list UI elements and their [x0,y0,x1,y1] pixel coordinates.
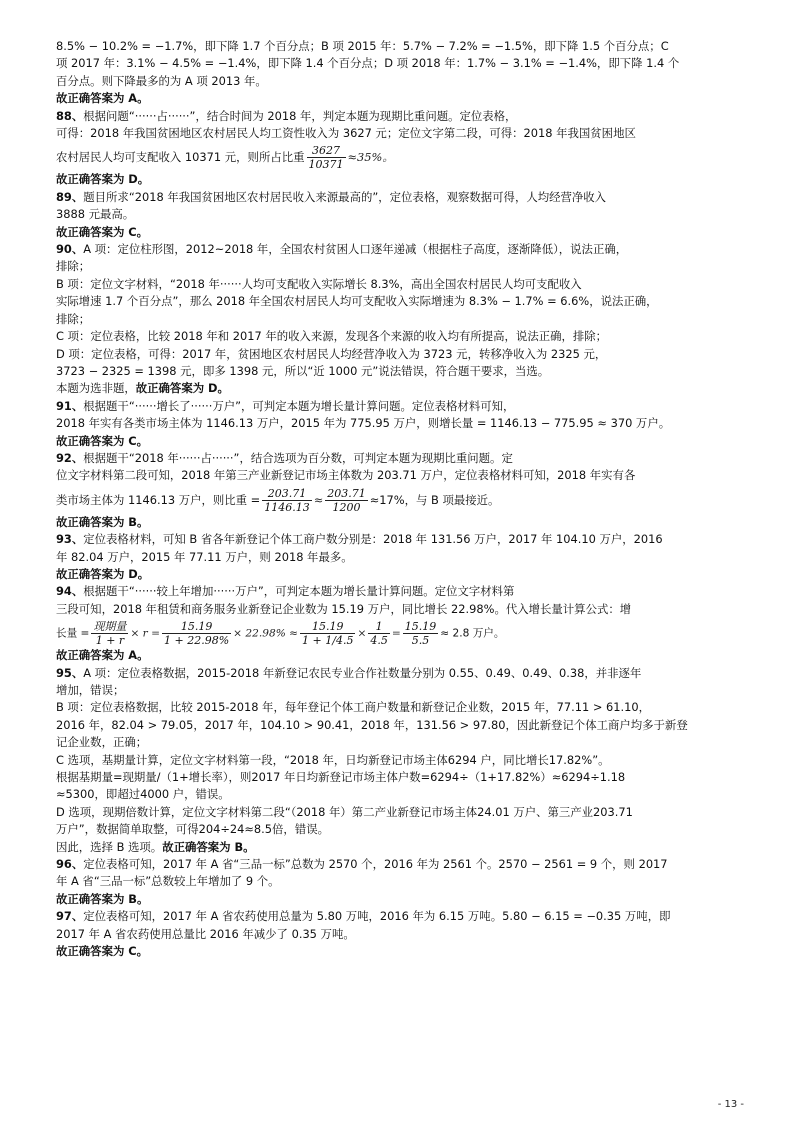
q94-fraction-2 [162,620,231,647]
q90-selection: 本题为选非题， [56,381,136,396]
formula-text: × [357,627,367,640]
q94-fraction-5 [403,620,439,647]
q90-line-a1 [56,241,746,258]
answer-88: 故正确答案为 D。 [56,172,150,187]
q94-number: 94、 [56,584,84,599]
q89-number: 89、 [56,189,84,204]
q92-fraction-1 [262,487,312,514]
formula-text: = [391,627,401,640]
q91-line2: 2018 年实有各类市场主体为 1146.13 万户，2015 年为 775.95 万户，则增长量 = 1146.13 − 775.95 ≈ 370 万户。 [56,416,671,431]
q93-line1 [56,531,746,548]
q90-number: 90、 [56,242,84,257]
fraction-denominator: 1 + 22.98% [164,634,230,648]
fraction-denominator: 5.5 [411,634,430,648]
q90-text: A 项：定位柱形图，2012~2018 年，全国农村贫困人口逐年递减（根据柱子高度，逐渐降低），说法正确， [83,242,628,257]
q93-line2: 年 82.04 万户，2015 年 77.11 万户，则 2018 年最多。 [56,549,353,564]
fraction-numerator: 1 [368,620,390,634]
q92-fraction-2 [325,487,368,514]
answer-92: 故正确答案为 B。 [56,514,149,529]
formula-text: × r = [130,627,160,640]
q95-line-b1: B 项：定位表格数据，比较 2015-2018 年，每年登记个体工商户数量和新登记企业数，2015 年，77.11 > 61.10， [56,700,651,715]
answer-87: 故正确答案为 A。 [56,91,149,106]
q96-text: 定位表格可知，2017 年 A 省“三品一标”总数为 2570 个，2016 年为 2561 个。2570 − 2561 = 9 个，则 2017 [83,857,668,872]
answer-95: 故正确答案为 B。 [162,839,255,854]
q94-text: 根据题干“······较上年增加······万户”，可判定本题为增长量计算问题。定位文字材料第 [83,584,515,599]
q90-conclusion [56,380,746,397]
q95-line-b3: 记企业数，正确； [56,735,148,750]
answer-94: 故正确答案为 A。 [56,648,149,663]
fraction-numerator: 现期量 [93,620,127,634]
q95-line-c3: ≈5300，即超过4000 户，错误。 [56,787,230,802]
q90-line-b2: 实际增速 1.7 个百分点”，那么 2018 年全国农村居民人均可支配收入实际增速为 8.3% − 1.7% = 6.6%，说法正确， [56,294,658,309]
q95-number: 95、 [56,665,84,680]
q89-text: 题目所求“2018 年我国贫困地区农村居民收入来源最高的”，定位表格，观察数据可得，人均经营净收入 [83,189,607,204]
q88-number: 88、 [56,108,84,123]
q91-number: 91、 [56,398,84,413]
q95-line-c1: C 选项，基期量计算，定位文字材料第一段，“2018 年，日均新登记市场主体6294 户，同比增长17.82%”。 [56,752,610,767]
fraction-numerator: 3627 [307,144,346,158]
q94-fraction-3 [300,620,355,647]
approx-sign: ≈ [313,492,324,507]
q88-fraction [307,144,346,171]
q92-text: 类市场主体为 1146.13 万户，则比重 = [56,492,261,507]
q92-line3 [56,487,746,514]
q95-conclusion [56,839,746,856]
q97-line2: 2017 年 A 省农药使用总量比 2016 年减少了 0.35 万吨。 [56,926,355,941]
answer-96: 故正确答案为 B。 [56,891,149,906]
q88-line3 [56,144,746,171]
document-body [56,38,746,961]
fraction-numerator: 15.19 [300,620,355,634]
q94-line1 [56,583,746,600]
text-line: 项 2017 年：3.1% − 4.5% = −1.4%，即下降 1.4 个百分点；D 项 2018 年：1.7% − 3.1% = −1.4%，即下降 1.4 个 [56,56,680,71]
q95-line-a1 [56,665,746,682]
page-number: - 13 - [717,1099,744,1110]
q95-text: A 项：定位表格数据，2015-2018 年新登记农民专业合作社数量分别为 0.55、0.49、0.49、0.38，并非逐年 [83,665,642,680]
q91-line1 [56,398,746,415]
answer-97: 故正确答案为 C。 [56,944,149,959]
formula-text: 长量 = [56,627,90,640]
q97-number: 97、 [56,909,84,924]
q90-line-b3: 排除； [56,311,91,326]
answer-91: 故正确答案为 C。 [56,433,149,448]
q91-text: 根据题干“······增长了······万户”，可判定本题为增长量计算问题。定位表格材料可知， [83,398,515,413]
q95-line-a2: 增加，错误； [56,683,125,697]
answer-89: 故正确答案为 C。 [56,224,149,239]
fraction-denominator: 1 + 1/4.5 [302,634,354,648]
q90-line-d1: D 项：定位表格，可得：2017 年，贫困地区农村居民人均经营净收入为 3723 元，转移净收入为 2325 元， [56,346,607,361]
q88-line1 [56,108,746,125]
formula-text: × 22.98% ≈ [233,627,299,640]
q95-selection: 因此，选择 B 选项。 [56,839,163,854]
q92-line2: 位文字材料第二段可知，2018 年第三产业新登记市场主体数为 203.71 万户，定位表格材料可知，2018 年实有各 [56,468,636,483]
q94-formula [56,620,746,647]
fraction-numerator: 15.19 [162,620,231,634]
fraction-denominator: 4.5 [370,634,388,648]
q97-text: 定位表格可知，2017 年 A 省农药使用总量为 5.80 万吨，2016 年为 6.15 万吨。5.80 − 6.15 = −0.35 万吨，即 [83,909,671,924]
q90-line-a2: 排除； [56,259,91,274]
text-line: 百分点。则下降最多的为 A 项 2013 年。 [56,73,267,88]
q89-line1 [56,189,746,206]
q95-line-d2: 万户”，数据简单取整，可得204÷24≈8.5倍，错误。 [56,822,329,837]
fraction-numerator: 15.19 [404,620,437,634]
q90-line-c1: C 项：定位表格，比较 2018 年和 2017 年的收入来源，发现各个来源的收入均有所提高，说法正确，排除； [56,329,608,344]
q97-line1 [56,908,746,925]
fraction-denominator: 10371 [308,158,344,172]
fraction-numerator: 203.71 [262,487,312,501]
q92-text: 根据题干“2018 年······占······”，结合选项为百分数，可判定本题为现期比重问题。定 [83,450,513,465]
q88-line2: 可得：2018 年我国贫困地区农村居民人均工资性收入为 3627 元；定位文字第二段，可得：2018 年我国贫困地区 [56,126,636,141]
q93-text: 定位表格材料，可知 B 省各年新登记个体工商户数分别是：2018 年 131.56 万户，2017 年 104.10 万户，2016 [83,532,663,547]
q93-number: 93、 [56,532,84,547]
fraction-denominator: 1146.13 [264,500,310,514]
q96-line1 [56,856,746,873]
answer-90: 故正确答案为 D。 [135,381,229,396]
fraction-denominator: 1 + r [95,634,125,648]
formula-result: ≈ 2.8 万户。 [440,627,505,640]
fraction-numerator: 203.71 [327,486,366,500]
q94-line2: 三段可知，2018 年租赁和商务服务业新登记企业数为 15.19 万户，同比增长 22.98%。代入增长量计算公式：增 [56,601,632,616]
q96-line2: 年 A 省“三品一标”总数较上年增加了 9 个。 [56,874,280,889]
q88-text: 根据问题“······占······”，结合时间为 2018 年，判定本题为现期比重问题。定位表格， [83,108,517,123]
q95-line-d1: D 选项，现期倍数计算，定位文字材料第二段“（2018 年）第二产业新登记市场主体24.01 万户、第三产业203.71 [56,804,633,819]
q94-fraction-1 [91,620,128,647]
q95-line-b2: 2016 年，82.04 > 79.05，2017 年，104.10 > 90.41，2018 年，131.56 > 97.80，因此新登记个体工商户均多于新登 [56,717,688,732]
q89-line2: 3888 元最高。 [56,207,135,222]
q88-result: ≈35%。 [347,150,394,165]
q88-text: 农村居民人均可支配收入 10371 元，则所占比重 [56,150,305,165]
q90-line-d2: 3723 − 2325 = 1398 元，即多 1398 元，所以“近 1000 元”说法错误，符合题干要求，当选。 [56,363,550,378]
q95-line-c2: 根据基期量=现期量/（1+增长率），则2017 年日均新登记市场主体户数=6294÷（1+17.82%）≈6294÷1.18 [56,770,626,785]
text-line: 8.5% − 10.2% = −1.7%，即下降 1.7 个百分点；B 项 2015 年：5.7% − 7.2% = −1.5%，即下降 1.5 个百分点；C [56,39,669,53]
q90-line-b1: B 项：定位文字材料，“2018 年······人均可支配收入实际增长 8.3%，高出全国农村居民人均可支配收入 [56,276,582,291]
q92-result: ≈17%，与 B 项最接近。 [369,492,500,507]
q96-number: 96、 [56,857,84,872]
q92-number: 92、 [56,450,84,465]
answer-93: 故正确答案为 D。 [56,566,150,581]
q92-line1 [56,450,746,467]
fraction-denominator: 1200 [332,500,361,514]
q94-fraction-4 [368,620,390,647]
